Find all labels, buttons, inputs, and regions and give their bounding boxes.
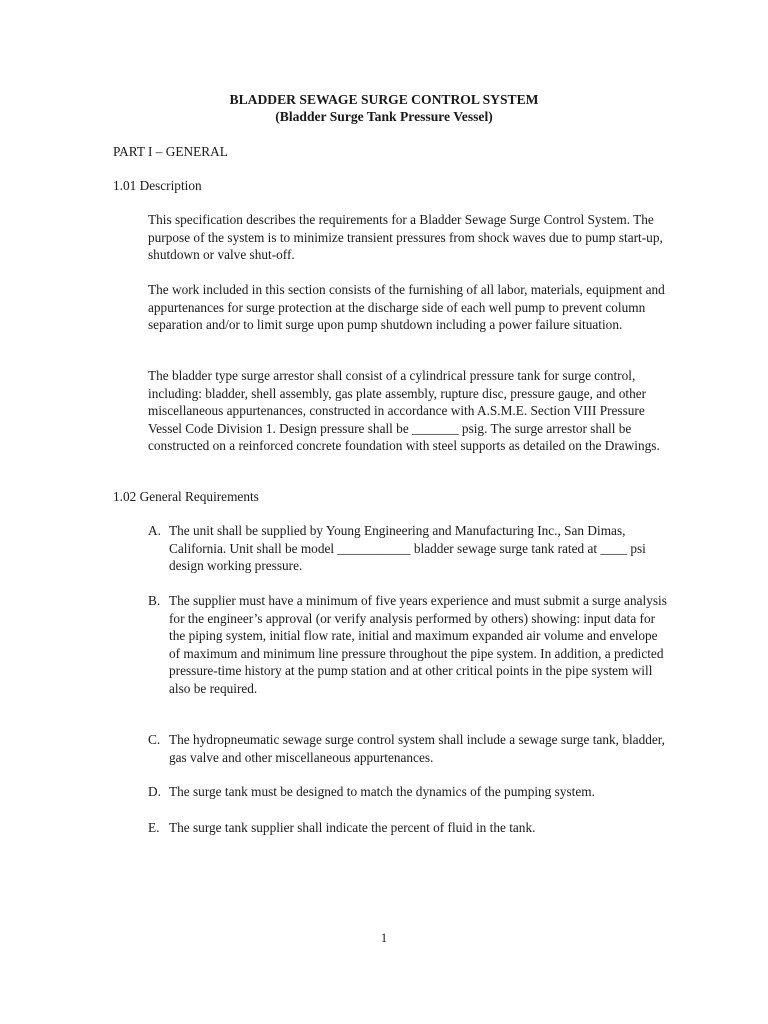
section-heading-description: 1.01 Description bbox=[113, 178, 202, 193]
list-item-text: The unit shall be supplied by Young Engineering and Manufacturing Inc., San Dimas, California. Unit shall be model ___________ bladder sewage surge tank rated at ____ psi design working pressure. bbox=[169, 523, 646, 573]
list-item bbox=[148, 731, 668, 766]
list-item-letter: D. bbox=[148, 784, 161, 799]
list-item-text: The hydropneumatic sewage surge control system shall include a sewage surge tank, bladder, gas valve and other miscellaneous appurtenances. bbox=[169, 732, 665, 765]
list-item-letter: E. bbox=[148, 820, 160, 835]
paragraph: The bladder type surge arrestor shall consist of a cylindrical pressure tank for surge control, including: bladder, shell assembly, gas plate assembly, rupture disc, pressure gauge, and other miscellaneous appurtenances, constructed in accordance with A.S.M.E. Section VIII Pressure Vessel Code Division 1. Design pressure shall be _______ psig. The surge arrestor shall be constructed on a reinforced concrete foundation with steel supports as detailed on the Drawings. bbox=[148, 368, 660, 453]
list-item-letter: A. bbox=[148, 523, 161, 538]
list-item-text: The surge tank supplier shall indicate the percent of fluid in the tank. bbox=[169, 820, 536, 835]
list-item bbox=[148, 592, 668, 697]
page-number: 1 bbox=[380, 931, 388, 945]
list-item bbox=[148, 522, 668, 575]
paragraph: The work included in this section consists of the furnishing of all labor, materials, equipment and appurtenances for surge protection at the discharge side of each well pump to prevent column separation and/or to limit surge upon pump shutdown including a power failure situation. bbox=[148, 282, 665, 332]
list-item-text: The supplier must have a minimum of five years experience and must submit a surge analysis for the engineer’s approval (or verify analysis performed by others) showing: input data for the piping system, initial flow rate, initial and maximum expanded air volume and envelope of maximum and minimum line pressure throughout the pipe system. In addition, a predicted pressure-time history at the pump station and at other critical points in the pipe system will also be required. bbox=[169, 593, 667, 696]
list-item-letter: C. bbox=[148, 732, 161, 747]
paragraph: This specification describes the requirements for a Bladder Sewage Surge Control System. The purpose of the system is to minimize transient pressures from shock waves due to pump start-up, shutdown or valve shut-off. bbox=[148, 212, 663, 262]
document-subtitle: (Bladder Surge Tank Pressure Vessel) bbox=[275, 109, 493, 124]
list-item bbox=[148, 783, 668, 801]
list-item-text: The surge tank must be designed to match the dynamics of the pumping system. bbox=[169, 784, 595, 799]
part-heading: PART I – GENERAL bbox=[113, 144, 228, 159]
section-heading-general-requirements: 1.02 General Requirements bbox=[113, 489, 259, 504]
list-item bbox=[148, 819, 668, 837]
document-title: BLADDER SEWAGE SURGE CONTROL SYSTEM bbox=[229, 92, 539, 107]
list-item-letter: B. bbox=[148, 593, 161, 608]
